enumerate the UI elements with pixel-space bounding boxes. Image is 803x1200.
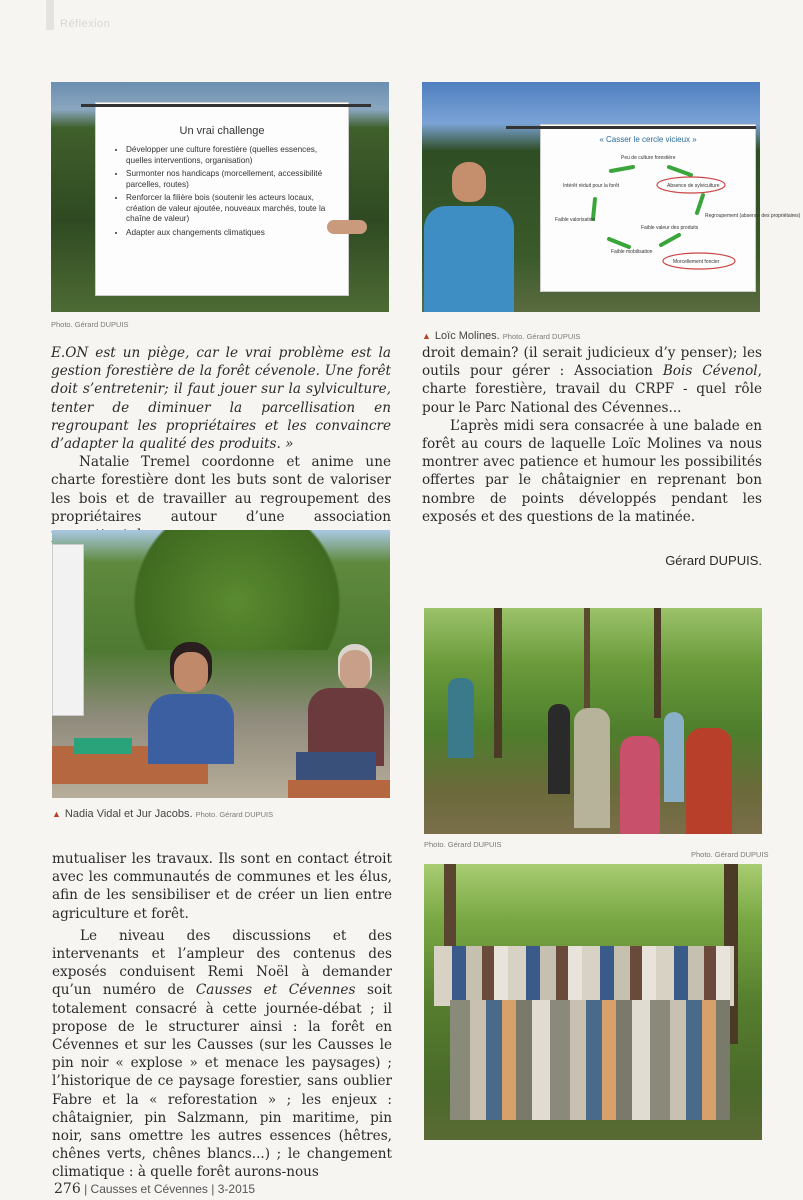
presenter-shirt	[424, 206, 514, 312]
cycle-label: Faible valeur des produits	[641, 225, 699, 231]
paragraph: mutualiser les travaux. Ils sont en contact étroit avec les communautés de communes et les élus, afin de les sensibiliser et de créer un lien entre agriculture et forêt.	[52, 851, 392, 922]
journal-name: Causses et Cévennes	[195, 982, 356, 999]
banner-pole	[506, 126, 756, 129]
banner-item: • Surmonter nos handicaps (morcellement, accessibilité parcelles, routes)	[126, 169, 338, 190]
banner-list	[96, 145, 348, 238]
text-run: Le niveau des discussions et des intervenants et l’ampleur des contenus des exposés conduisent Remi Noël à demander qu’un numéro de	[52, 927, 392, 999]
folder	[74, 738, 132, 754]
text-run: , charte forestière, travail du CRPF - quel rôle pour le Parc National des Cévennes...	[422, 363, 762, 416]
section-label: Réflexion	[60, 18, 111, 30]
caption-triangle-icon: ▲	[422, 331, 431, 341]
banner-item: • Renforcer la filière bois (soutenir les acteurs locaux, création de valeur ajoutée, nouveaux marchés, toute la chaîne de valeur)	[126, 193, 338, 225]
man-head	[340, 650, 370, 690]
photo-group-forest	[424, 864, 762, 1140]
photo-credit: Photo. Gérard DUPUIS	[51, 320, 129, 329]
group-row	[434, 946, 734, 1006]
photo-caption	[52, 808, 273, 820]
paragraph	[52, 927, 392, 1182]
article-text-right	[422, 344, 762, 526]
photo-loic-molines	[422, 82, 801, 312]
person	[448, 678, 474, 758]
paragraph	[422, 344, 762, 417]
tree-canopy	[112, 530, 362, 650]
signature: Gérard DUPUIS.	[665, 553, 762, 568]
header-bar	[46, 0, 54, 30]
journal-title: Causses et Cévennes	[90, 1182, 208, 1196]
cycle-label: Faible mobilisation	[611, 249, 653, 255]
tree-trunk	[494, 608, 502, 758]
banner-pole	[81, 104, 371, 107]
presenter-head	[452, 162, 486, 202]
article-text-left-bottom	[52, 850, 392, 1182]
cycle-label: Absence de sylviculture	[667, 183, 720, 189]
person	[664, 712, 684, 802]
article-text-left-top	[51, 344, 391, 544]
photo-credit: Photo. Gérard DUPUIS	[502, 332, 581, 341]
person	[548, 704, 570, 794]
page-number: 276	[54, 1181, 81, 1197]
cycle-label: Morcellement foncier	[673, 259, 720, 265]
woman-head	[174, 652, 208, 692]
easel-board	[52, 544, 84, 716]
photo-caption	[422, 330, 580, 342]
banner-item: • Développer une culture forestière (quelles essences, quelles interventions, organisation)	[126, 145, 338, 166]
caption-name: Loïc Molines.	[434, 330, 500, 342]
banner-title: Un vrai challenge	[179, 125, 265, 137]
man-legs	[296, 752, 376, 780]
text-run: droit demain? (il serait judicieux d’y penser); les outils pour gérer : Association	[422, 345, 762, 380]
photo-forest-walk	[424, 608, 762, 834]
tree-trunk	[654, 608, 661, 718]
person	[620, 736, 660, 834]
cycle-label: Regroupement (absence des propriétaires)	[705, 213, 801, 219]
quote-paragraph: E.ON est un piège, car le vrai problème est la gestion forestière de la forêt cévenole. Une forêt doit s’entretenir; il faut jouer sur la sylviculture, tenter de diminuer la parcellisation en regroupant les propriétaires et les convaincre d’adapter la qualité des produits. »	[51, 345, 391, 453]
photo-banner-challenge	[51, 82, 389, 312]
issue-number: 3-2015	[217, 1182, 256, 1196]
text-run: soit totalement consacré à cette journée-débat ; il propose de le structurer ainsi : la forêt en Cévennes et sur les Causses (sur les Causses le pin noir « explose » et menace les paysages) ; l’historique de ce paysage forestier, sans oublier Fabre et la « reforestation » ; les enjeux : châtaignier, pin Salzmann, pin maritime, pin noir, sans omettre les autres essences (hêtres, chênes verts, chênes blancs...) ; le changement climatique : à quelle forêt aurons-nous	[52, 982, 393, 1181]
cycle-label: Intérêt réduit pour la forêt	[563, 183, 620, 189]
caption-triangle-icon: ▲	[52, 809, 61, 819]
caption-name: Nadia Vidal et Jur Jacobs.	[64, 808, 193, 820]
group-row	[450, 1000, 730, 1120]
cycle-label: Peu de culture forestière	[621, 155, 676, 161]
photo-credit: Photo. Gérard DUPUIS	[691, 850, 769, 859]
banner-title: « Casser le cercle vicieux »	[599, 135, 697, 144]
paragraph: Natalie Tremel coordonne et anime une charte forestière dont les buts sont de valoriser les bois et de travailler au regroupement des propriétaires autour d’une association	[51, 454, 391, 525]
paragraph: L’après midi sera consacrée à une balade en forêt au cours de laquelle Loïc Molines va nous montrer avec patience et humour les possibilités offertes par le châtaignier en reprenant bon nombre de points développés pendant les exposés et des questions de la matinée.	[422, 417, 762, 525]
banner-item: • Adapter aux changements climatiques	[126, 228, 338, 239]
association-name: Bois Cévenol	[662, 363, 758, 380]
presenter-hand	[327, 220, 367, 234]
photo-credit: Photo. Gérard DUPUIS	[195, 810, 274, 819]
photo-credit: Photo. Gérard DUPUIS	[424, 840, 502, 849]
photo-nadia-jur	[52, 530, 390, 798]
vicious-circle-diagram	[541, 147, 801, 287]
table	[288, 780, 390, 798]
person	[686, 728, 732, 834]
person	[574, 708, 610, 828]
page-footer: 276 | Causses et Cévennes | 3-2015	[54, 1181, 256, 1197]
woman-body	[148, 694, 234, 764]
cycle-label: Faible valorisation	[555, 217, 596, 223]
